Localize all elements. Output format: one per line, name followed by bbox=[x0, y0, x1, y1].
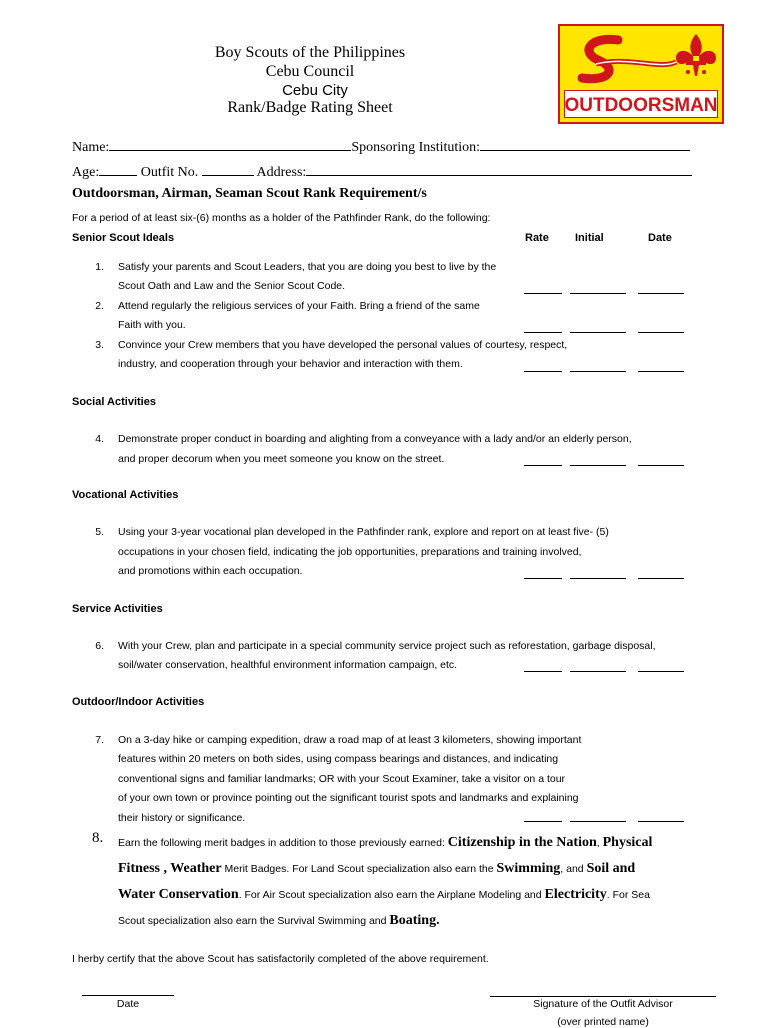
badge-swimming: Swimming bbox=[496, 861, 561, 876]
list-item bbox=[0, 336, 768, 376]
item-text: soil/water conservation, healthful environment information campaign, etc. bbox=[118, 659, 458, 671]
outdoorsman-logo bbox=[558, 24, 724, 124]
item-text: and proper decorum when you meet someone you know on the street. bbox=[118, 453, 445, 465]
item-text: Scout specialization also earn the Survival Swimming and bbox=[118, 915, 387, 927]
badge-electricity: Electricity bbox=[544, 887, 607, 902]
item-text: Attend regularly the religious services of your Faith. Bring a friend of the same bbox=[118, 300, 480, 312]
item-text: conventional signs and familiar landmarks; OR with your Scout Examiner, take a visitor on a tour bbox=[118, 773, 566, 785]
item-text: Earn the following merit badges in addition to those previously earned: bbox=[118, 837, 445, 849]
age-field[interactable] bbox=[99, 161, 137, 176]
name-row bbox=[72, 136, 690, 156]
list-item bbox=[0, 430, 768, 470]
item-text: Satisfy your parents and Scout Leaders, that you are doing you best to live by the bbox=[118, 261, 497, 273]
item-text: Using your 3-year vocational plan developed in the Pathfinder rank, explore and report on at least five- (5) bbox=[118, 526, 609, 538]
scout-emblem-icon bbox=[560, 26, 722, 92]
item-text: , bbox=[596, 837, 600, 849]
section-social: Social Activities bbox=[72, 396, 156, 408]
item-number: 1. bbox=[95, 261, 104, 273]
item-number: 7. bbox=[95, 734, 104, 746]
item-text: industry, and cooperation through your behavior and interaction with them. bbox=[118, 358, 463, 370]
item-number: 6. bbox=[95, 640, 104, 652]
list-item bbox=[0, 297, 768, 337]
council-name: Cebu Council bbox=[265, 63, 355, 80]
date-signature-line[interactable] bbox=[82, 995, 174, 996]
merit-badge-paragraph bbox=[118, 830, 718, 934]
section-outdoor: Outdoor/Indoor Activities bbox=[72, 696, 205, 708]
intro-text: For a period of at least six-(6) months as a holder of the Pathfinder Rank, do the following: bbox=[72, 212, 491, 224]
age-row bbox=[72, 161, 692, 181]
section-service: Service Activities bbox=[72, 603, 163, 615]
rating-blanks[interactable] bbox=[524, 293, 684, 294]
sponsor-label: Sponsoring Institution: bbox=[351, 140, 481, 155]
col-date: Date bbox=[648, 232, 672, 244]
item-number: 4. bbox=[95, 433, 104, 445]
city-name: Cebu City bbox=[282, 82, 348, 99]
address-label: Address: bbox=[256, 165, 307, 180]
item-text: features within 20 meters on both sides, using compass bearings and distances, and indicating bbox=[118, 753, 559, 765]
item-text: On a 3-day hike or camping expedition, draw a road map of at least 3 kilometers, showing important bbox=[118, 734, 582, 746]
item-text: Demonstrate proper conduct in boarding and alighting from a conveyance with a lady and/or an elderly person, bbox=[118, 433, 632, 445]
item-text: Faith with you. bbox=[118, 319, 186, 331]
section-ideals: Senior Scout Ideals bbox=[72, 232, 175, 244]
certify-text: I herby certify that the above Scout has satisfactorily completed of the above requirement. bbox=[72, 953, 489, 965]
age-label: Age: bbox=[72, 165, 100, 180]
badge-soil: Soil and bbox=[586, 861, 636, 876]
badge-physical: Physical bbox=[602, 835, 653, 850]
item-text: . For Sea bbox=[606, 889, 650, 901]
rating-blanks[interactable] bbox=[524, 671, 684, 672]
badge-water-conservation: Water Conservation bbox=[118, 887, 239, 902]
item-text: their history or significance. bbox=[118, 812, 246, 824]
item-text: . For Air Scout specialization also earn the Airplane Modeling and bbox=[238, 889, 542, 901]
name-label: Name: bbox=[72, 140, 110, 155]
item-text: Scout Oath and Law and the Senior Scout Code. bbox=[118, 280, 346, 292]
date-label: Date bbox=[116, 998, 140, 1010]
item-text: of your own town or province pointing out the significant tourist spots and landmarks and explaining bbox=[118, 792, 579, 804]
item-text: Merit Badges. For Land Scout specialization also earn the bbox=[224, 863, 494, 875]
item-number: 5. bbox=[95, 526, 104, 538]
rating-blanks[interactable] bbox=[524, 371, 684, 372]
outfit-field[interactable] bbox=[202, 161, 254, 176]
list-item bbox=[0, 637, 768, 677]
col-rate: Rate bbox=[525, 232, 549, 244]
item-text: occupations in your chosen field, indicating the job opportunities, preparations and training involved, bbox=[118, 546, 582, 558]
printed-name-label: (over printed name) bbox=[557, 1016, 649, 1028]
item-number: 2. bbox=[95, 300, 104, 312]
item-text: , and bbox=[560, 863, 584, 875]
badge-boating: Boating. bbox=[389, 913, 440, 928]
list-item bbox=[0, 258, 768, 298]
item-text: Convince your Crew members that you have developed the personal values of courtesy, respect, bbox=[118, 339, 568, 351]
item-number: 3. bbox=[95, 339, 104, 351]
item-text: With your Crew, plan and participate in a special community service project such as reforestation, garbage disposal, bbox=[118, 640, 656, 652]
outfit-label: Outfit No. bbox=[140, 165, 199, 180]
section-title: Outdoorsman, Airman, Seaman Scout Rank Requirement/s bbox=[72, 186, 427, 201]
rating-blanks[interactable] bbox=[524, 332, 684, 333]
logo-text: OUTDOORSMAN bbox=[564, 95, 718, 116]
org-name: Boy Scouts of the Philippines bbox=[214, 44, 406, 61]
section-vocational: Vocational Activities bbox=[72, 489, 179, 501]
rating-blanks[interactable] bbox=[524, 465, 684, 466]
col-initial: Initial bbox=[575, 232, 604, 244]
address-field[interactable] bbox=[306, 161, 692, 176]
advisor-signature-line[interactable] bbox=[490, 996, 716, 997]
rating-blanks[interactable] bbox=[524, 821, 684, 822]
sponsor-field[interactable] bbox=[480, 136, 690, 151]
list-item bbox=[0, 523, 768, 583]
badge-fitness-weather: Fitness , Weather bbox=[118, 861, 222, 876]
advisor-label: Signature of the Outfit Advisor bbox=[533, 998, 673, 1010]
item-text: and promotions within each occupation. bbox=[118, 565, 303, 577]
name-field[interactable] bbox=[109, 136, 351, 151]
badge-citizenship: Citizenship in the Nation bbox=[447, 835, 597, 850]
rating-blanks[interactable] bbox=[524, 578, 684, 579]
page-title: Rank/Badge Rating Sheet bbox=[227, 99, 393, 116]
item-number: 8. bbox=[92, 830, 104, 846]
list-item bbox=[0, 731, 768, 831]
